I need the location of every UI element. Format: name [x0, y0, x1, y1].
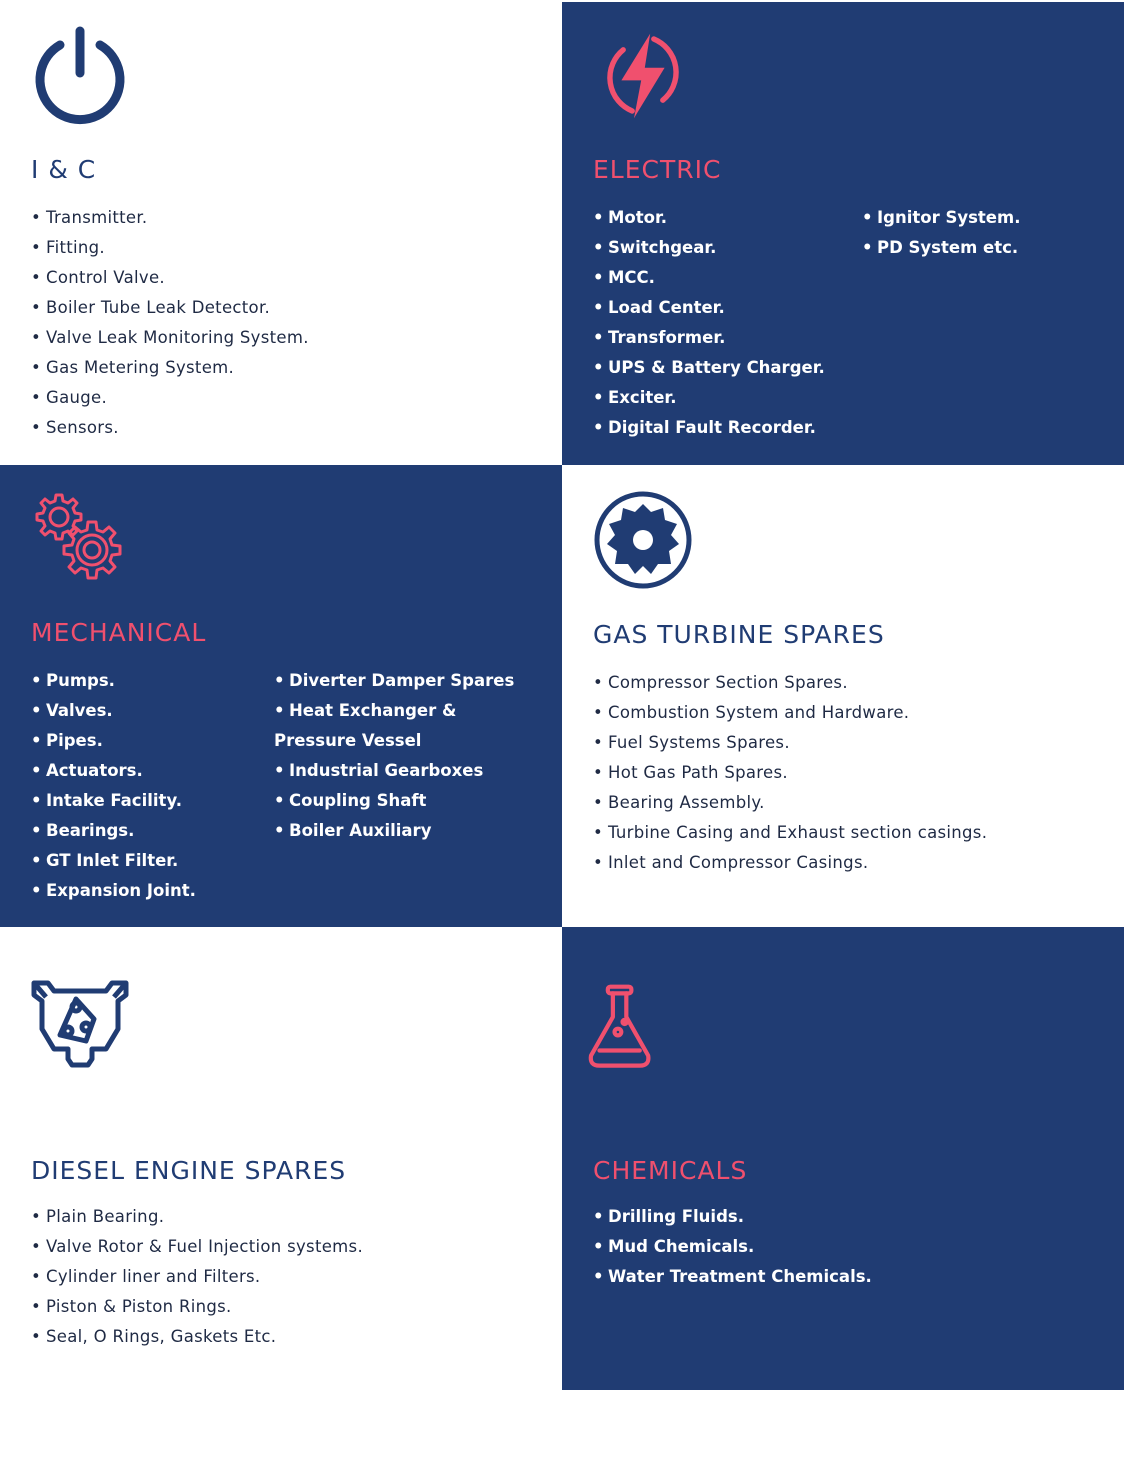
list-item: • Sensors.: [31, 413, 309, 443]
list-item: • Exciter.: [593, 383, 825, 413]
list-item: • Intake Facility.: [31, 786, 196, 816]
list-item: • Gas Metering System.: [31, 353, 309, 383]
list-item: • GT Inlet Filter.: [31, 846, 196, 876]
electric-panel: [562, 2, 1124, 465]
mechanical-list-col1: [31, 666, 196, 906]
list-item: • Valves.: [31, 696, 196, 726]
chemicals-title: CHEMICALS: [593, 1156, 748, 1185]
list-item: • MCC.: [593, 263, 825, 293]
list-item: • Switchgear.: [593, 233, 825, 263]
gas-turbine-list: [593, 668, 987, 878]
list-item: • Piston & Piston Rings.: [31, 1292, 363, 1322]
list-item: • Coupling Shaft: [274, 786, 514, 816]
list-item: • Boiler Tube Leak Detector.: [31, 293, 309, 323]
list-item: • Transmitter.: [31, 203, 309, 233]
list-item: • Industrial Gearboxes: [274, 756, 514, 786]
electric-list-col2: [862, 203, 1020, 263]
list-item: • Transformer.: [593, 323, 825, 353]
diesel-list: [31, 1202, 363, 1352]
list-item: • Motor.: [593, 203, 825, 233]
list-item: • UPS & Battery Charger.: [593, 353, 825, 383]
list-item: • Seal, O Rings, Gaskets Etc.: [31, 1322, 363, 1352]
chemicals-panel: [562, 927, 1124, 1390]
list-item: • Actuators.: [31, 756, 196, 786]
list-item: • Cylinder liner and Filters.: [31, 1262, 363, 1292]
mechanical-title: MECHANICAL: [31, 618, 207, 647]
list-item: • Heat Exchanger &: [274, 696, 514, 726]
list-item: • Mud Chemicals.: [593, 1232, 872, 1262]
lightning-icon: [598, 25, 688, 125]
list-item: • Valve Rotor & Fuel Injection systems.: [31, 1232, 363, 1262]
electric-list-col1: [593, 203, 825, 443]
electric-title: ELECTRIC: [593, 155, 722, 184]
flask-icon: [586, 977, 670, 1077]
mechanical-panel: [0, 465, 562, 927]
diesel-title: DIESEL ENGINE SPARES: [31, 1156, 347, 1185]
power-icon: [30, 25, 130, 125]
list-item: • Compressor Section Spares.: [593, 668, 987, 698]
mechanical-list-col2: [274, 666, 514, 846]
list-item: • Diverter Damper Spares: [274, 666, 514, 696]
list-item: • Water Treatment Chemicals.: [593, 1262, 872, 1292]
list-item: • Boiler Auxiliary: [274, 816, 514, 846]
diesel-panel: [0, 927, 562, 1390]
list-item: • Pumps.: [31, 666, 196, 696]
list-item: • Gauge.: [31, 383, 309, 413]
list-item: • Fitting.: [31, 233, 309, 263]
list-item: • Expansion Joint.: [31, 876, 196, 906]
list-item: • PD System etc.: [862, 233, 1020, 263]
list-item: • Pipes.: [31, 726, 196, 756]
gas-turbine-title: GAS TURBINE SPARES: [593, 620, 885, 649]
chemicals-list: [593, 1202, 872, 1292]
list-item: • Bearing Assembly.: [593, 788, 987, 818]
gears-icon: [30, 490, 130, 590]
list-item: • Valve Leak Monitoring System.: [31, 323, 309, 353]
list-item: • Load Center.: [593, 293, 825, 323]
list-item: Pressure Vessel: [274, 731, 422, 750]
engine-icon: [30, 979, 130, 1079]
ic-list: [31, 203, 309, 443]
list-item: • Control Valve.: [31, 263, 309, 293]
list-item: • Hot Gas Path Spares.: [593, 758, 987, 788]
list-item: • Inlet and Compressor Casings.: [593, 848, 987, 878]
list-item: • Ignitor System.: [862, 203, 1020, 233]
list-item: • Combustion System and Hardware.: [593, 698, 987, 728]
ic-panel: [0, 0, 562, 465]
list-item: • Bearings.: [31, 816, 196, 846]
list-item: • Drilling Fluids.: [593, 1202, 872, 1232]
gas-turbine-panel: [562, 465, 1124, 927]
list-item: • Fuel Systems Spares.: [593, 728, 987, 758]
list-item: • Digital Fault Recorder.: [593, 413, 825, 443]
list-item: • Turbine Casing and Exhaust section casings.: [593, 818, 987, 848]
turbine-icon: [593, 490, 693, 590]
list-item: • Plain Bearing.: [31, 1202, 363, 1232]
ic-title: I & C: [31, 155, 97, 184]
